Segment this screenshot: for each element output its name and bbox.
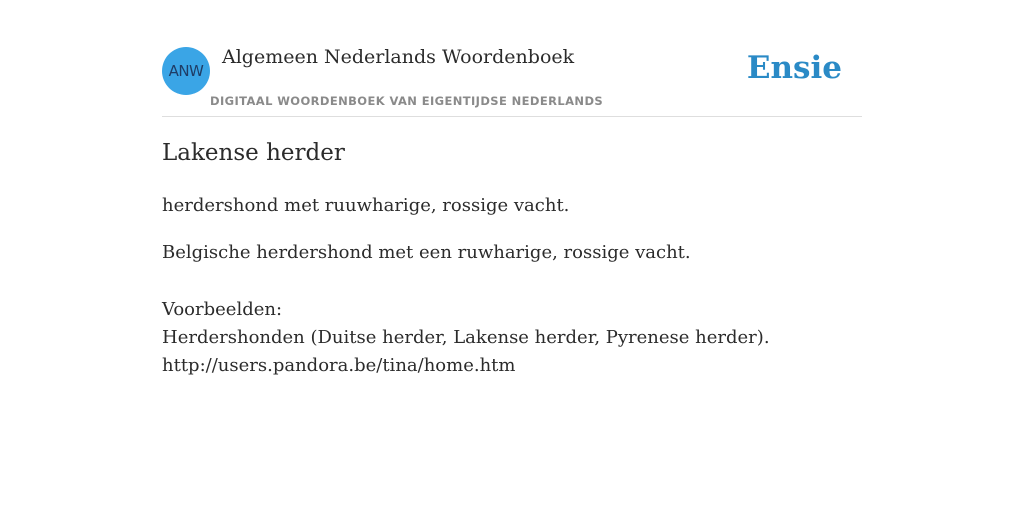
example-1: Herdershonden (Duitse herder, Lakense herder, Pyrenese herder). <box>162 327 770 348</box>
examples-label: Voorbeelden: <box>162 299 283 320</box>
ensie-brand-link[interactable]: Ensie <box>746 50 842 86</box>
page-content <box>162 0 862 376</box>
definition-1: herdershond met ruuwharige, rossige vacht. <box>162 195 570 216</box>
entry-headword: Lakense herder <box>162 140 345 166</box>
examples-block <box>162 296 770 380</box>
anw-logo[interactable]: ANW <box>162 47 210 95</box>
dictionary-subtitle: DIGITAAL WOORDENBOEK VAN EIGENTIJDSE NEDERLANDS <box>210 94 604 108</box>
example-2: http://users.pandora.be/tina/home.htm <box>162 355 516 376</box>
definition-2: Belgische herdershond met een ruwharige, rossige vacht. <box>162 242 691 263</box>
page-header <box>162 0 862 117</box>
dictionary-title[interactable]: Algemeen Nederlands Woordenboek <box>222 46 575 68</box>
